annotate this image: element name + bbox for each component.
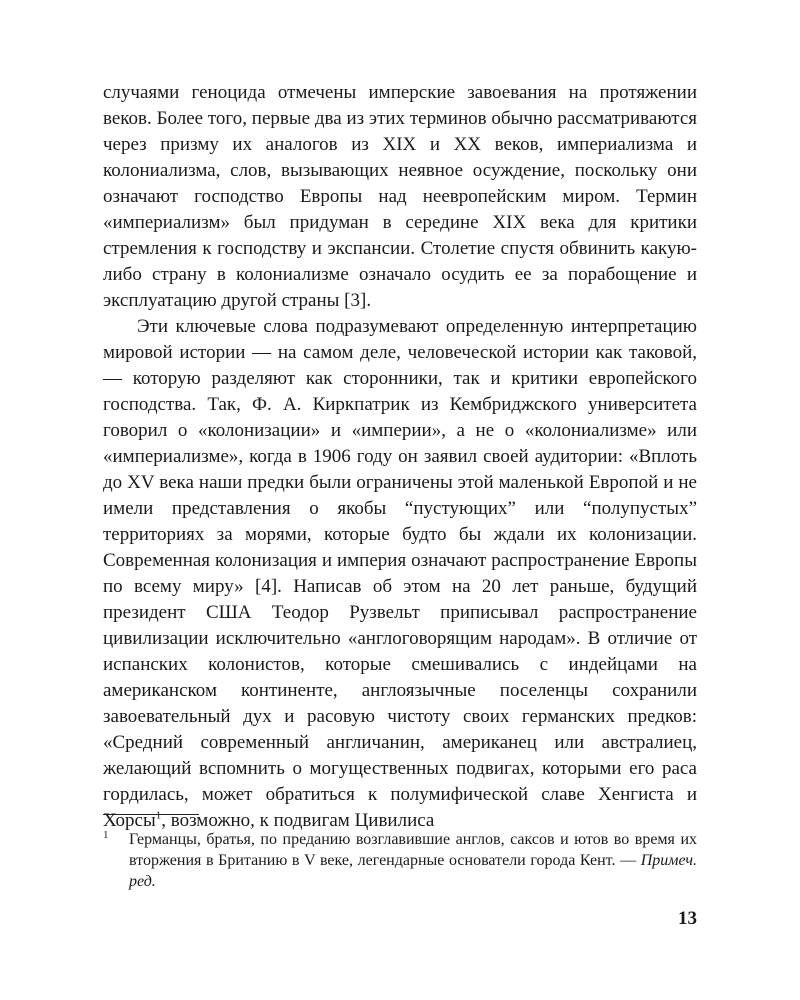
paragraph-text: , возможно, к подвигам Цивилиса [161,810,435,831]
editor-note: Примеч. ред. [129,852,697,890]
paragraph [103,314,697,834]
footnote-body [103,829,697,892]
paragraph: случаями геноцида отмечены имперские завоевания на протяжении веков. Более того, первые два из этих терминов обычно рассматриваются через призму их аналогов из XIX и XX веков, империализма и колониализма, слов, вызывающих неявное осуждение, поскольку они означают господство Европы над неевропейским миром. Термин «империализм» был придуман в середине XIX века для критики стремления к господству и экспансии. Столетие спустя обвинить какую-либо страну в колониализме означало осудить ее за порабощение и эксплуатацию другой страны [3]. [103,82,697,311]
footnote [103,829,697,892]
main-text [103,80,697,834]
page-number: 13 [678,908,697,929]
footnote-text: Германцы, братья, по преданию возглавившие англов, саксов и ютов во время их вторжения в Британию в V веке, легендарные основатели города Кент. — [129,831,697,869]
footnote-marker: 1 [103,829,109,841]
paragraph-text: Эти ключевые слова подразумевают определенную интерпретацию мировой истории — на самом деле, человеческой истории как таковой, — которую разделяют как сторонники, так и критики европейского господства. Так, Ф. А. Киркпатрик из Кембриджского университета говорил о «колонизации» и «империи», а не о «колониализме» или «империализме», когда в 1906 году он заявил своей аудитории: «Вплоть до XV века наши предки были ограничены этой маленькой Европой и не имели представления о якобы “пустующих” или “полупустых” территориях за морями, которые будто бы ждали их колонизации. Современная колонизация и империя означают распространение Европы по всему миру» [4]. Написав об этом на 20 лет раньше, будущий президент США Теодор Рузвельт приписывал распространение цивилизации исключительно «англоговорящим народам». В отличие от испанских колонистов, которые смешивались с индейцами на американском континенте, англоязычные поселенцы сохранили завоевательный дух и расовую чистоту своих германских предков: «Средний современный англичанин, американец или австралиец, желающий вспомнить о могущественных подвигах, которыми его раса гордилась, может обратиться к полумифической славе Хенгиста и Хорсы [103,316,697,831]
footnote-reference: 1 [155,809,162,822]
footnote-divider [103,814,199,815]
